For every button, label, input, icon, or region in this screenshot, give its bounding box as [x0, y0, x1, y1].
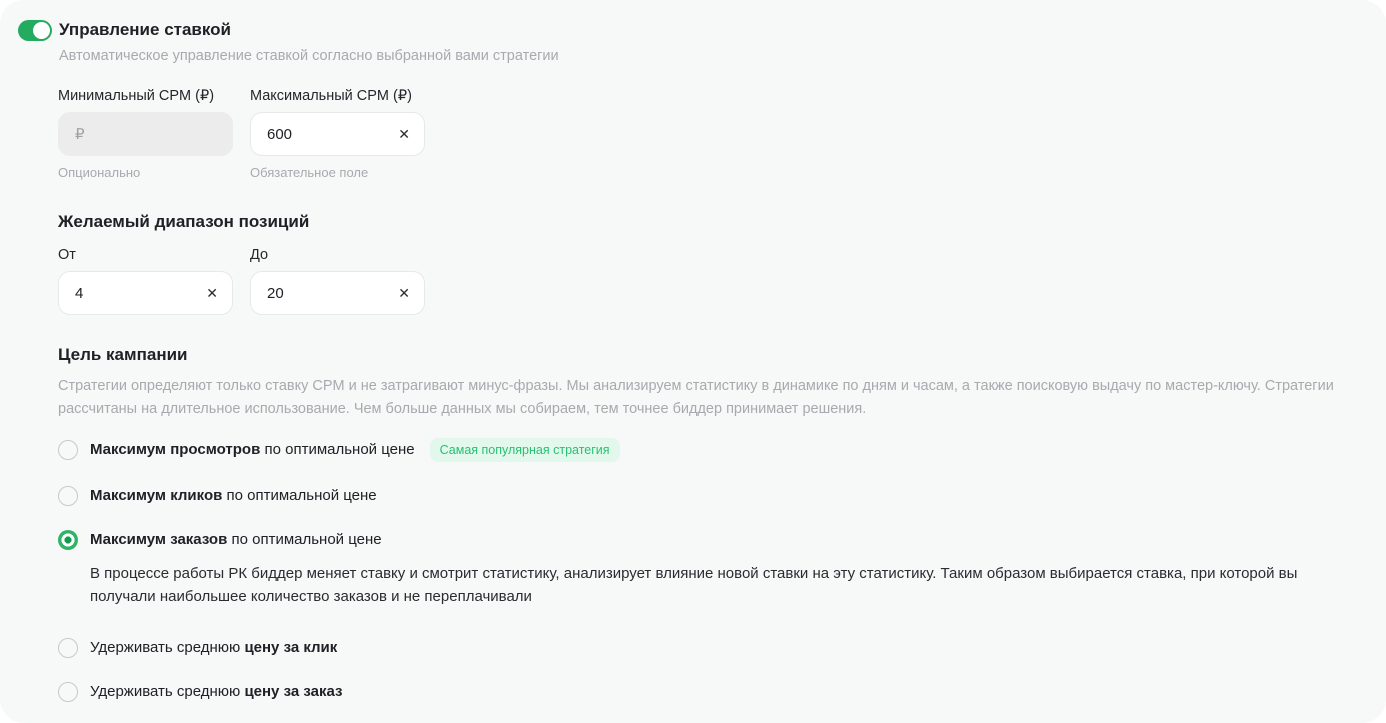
strategy-option[interactable] — [58, 638, 1362, 658]
strategy-option-label: Удерживать среднюю цену за заказ — [90, 682, 343, 700]
strategy-option[interactable] — [58, 682, 1362, 702]
range-to-value: 20 — [267, 284, 284, 302]
panel-title: Управление ставкой — [59, 20, 231, 39]
popular-strategy-badge: Самая популярная стратегия — [430, 438, 620, 462]
strategy-option-description: В процессе работы РК биддер меняет ставку и смотрит статистику, анализирует влияние новой ставки на эту статистику. Таким образом выбирается ставка, при которой вы получали наибольшее количество заказов и не переплачивали — [90, 564, 1298, 605]
strategy-option[interactable] — [58, 438, 1362, 462]
range-to-input[interactable] — [250, 271, 425, 315]
panel-content — [0, 66, 1386, 702]
panel-header — [0, 0, 1386, 66]
min-cpm-label: Минимальный CPM (₽) — [58, 88, 215, 104]
panel-subtitle: Автоматическое управление ставкой согласно выбранной вами стратегии — [59, 48, 559, 64]
min-cpm-hint: Опционально — [58, 165, 141, 180]
max-cpm-value: 600 — [267, 125, 293, 143]
radio-button-icon[interactable] — [58, 440, 78, 460]
range-from-label: От — [58, 247, 76, 263]
strategy-option-label: Удерживать среднюю цену за клик — [90, 638, 338, 656]
strategy-option[interactable] — [58, 530, 1362, 550]
range-to-field — [250, 246, 425, 315]
cpm-fields-row — [58, 87, 1362, 180]
strategy-option-label: Максимум просмотров по оптимальной цене — [90, 440, 415, 458]
radio-button-icon[interactable] — [58, 530, 78, 550]
toggle-knob-icon — [33, 22, 50, 39]
strategy-option[interactable] — [58, 486, 1362, 506]
strategy-option-label: Максимум кликов по оптимальной цене — [90, 486, 377, 504]
range-from-field — [58, 246, 233, 315]
strategy-option-label: Максимум заказов по оптимальной цене — [90, 530, 382, 548]
min-cpm-field — [58, 87, 233, 180]
range-from-value: 4 — [75, 284, 84, 302]
range-from-input[interactable] — [58, 271, 233, 315]
max-cpm-field — [250, 87, 425, 180]
clear-icon[interactable]: ✕ — [206, 285, 218, 301]
range-fields-row — [58, 246, 1362, 315]
max-cpm-input[interactable] — [250, 112, 425, 156]
max-cpm-hint: Обязательное поле — [250, 165, 369, 180]
campaign-goal-heading: Цель кампании — [58, 345, 188, 364]
radio-button-icon[interactable] — [58, 638, 78, 658]
clear-icon[interactable]: ✕ — [398, 285, 410, 301]
max-cpm-label: Максимальный CPM (₽) — [250, 88, 412, 104]
min-cpm-input[interactable] — [58, 112, 233, 156]
range-to-label: До — [250, 247, 269, 263]
position-range-heading: Желаемый диапазон позиций — [58, 212, 310, 231]
strategy-options-list — [58, 438, 1362, 702]
radio-button-icon[interactable] — [58, 682, 78, 702]
clear-icon[interactable]: ✕ — [398, 126, 410, 142]
bid-management-toggle[interactable] — [18, 20, 52, 41]
header-text — [59, 19, 559, 66]
min-cpm-placeholder: ₽ — [75, 126, 85, 143]
radio-button-icon[interactable] — [58, 486, 78, 506]
campaign-goal-description: Стратегии определяют только ставку CPM и не затрагивают минус-фразы. Мы анализируем статистику в динамике по дням и часам, а также поисковую выдачу по мастер-ключу. Стратегии рассчитаны на длительное использование. Чем больше данных мы собираем, тем точнее биддер принимает решения. — [58, 378, 1334, 417]
